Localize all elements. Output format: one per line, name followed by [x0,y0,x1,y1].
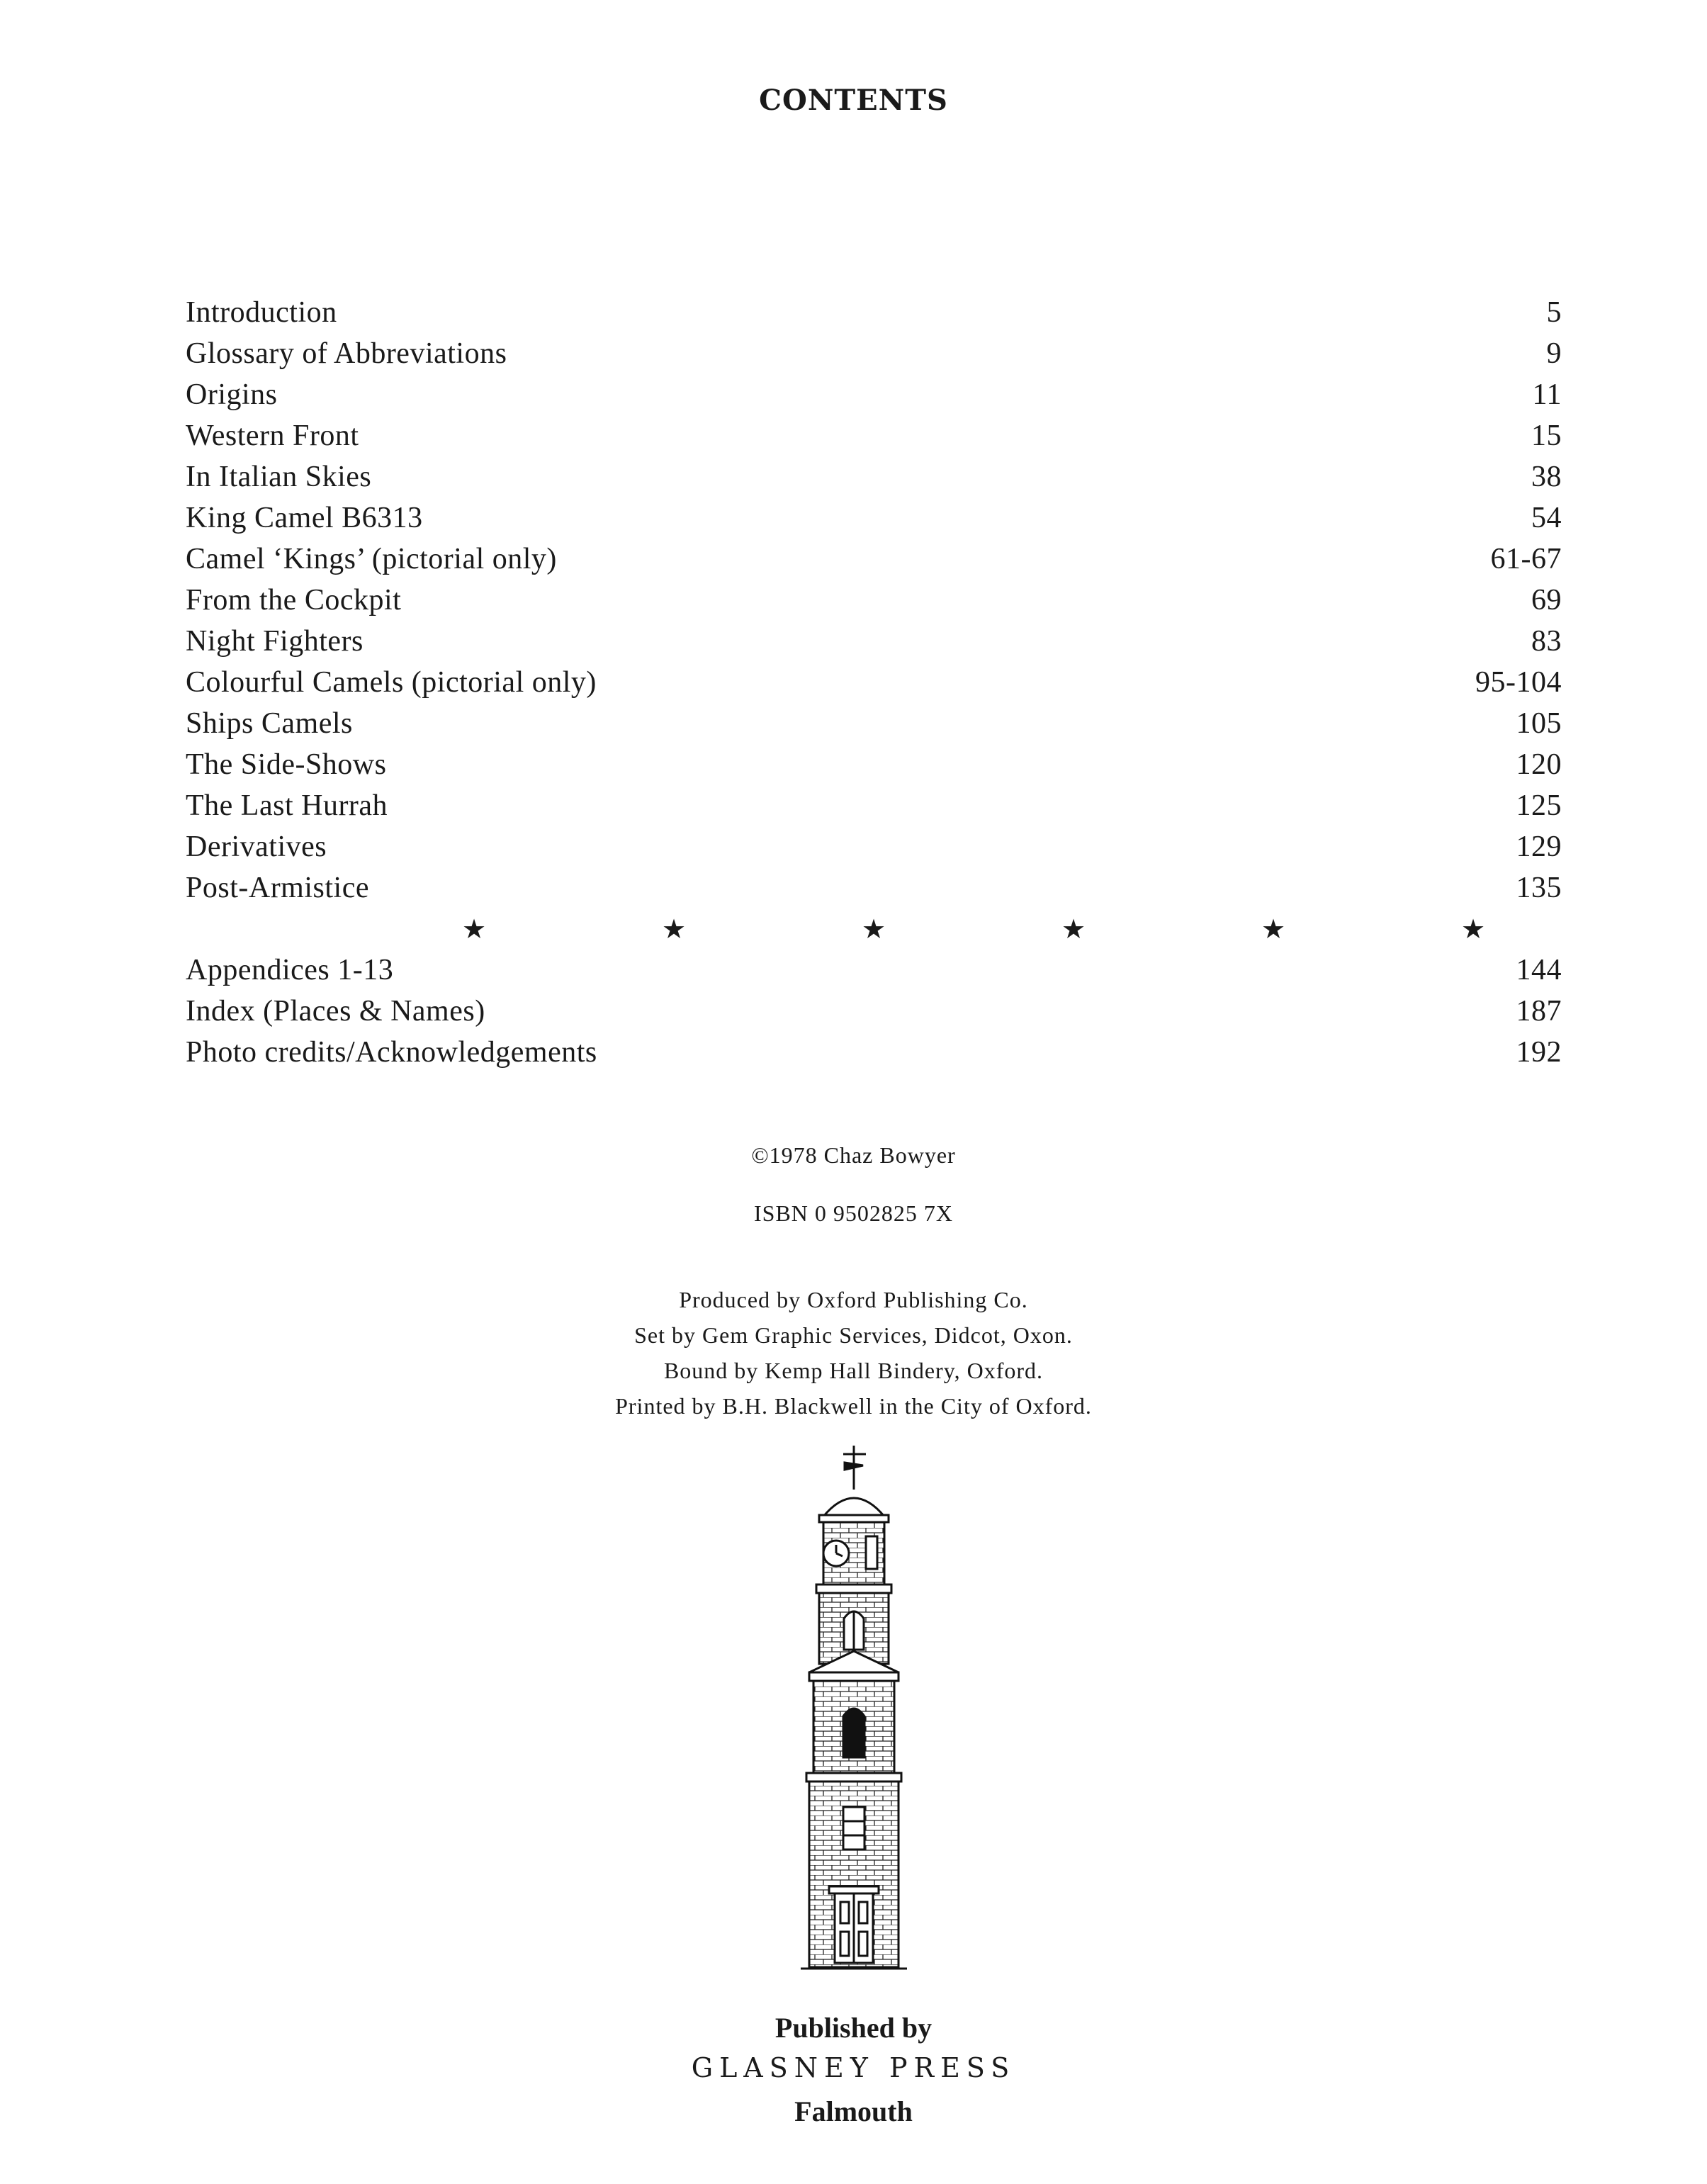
star-icon: ★ [462,915,487,945]
toc-row [186,991,1562,1032]
publisher-name: GLASNEY PRESS [691,2052,1016,2083]
star-icon: ★ [1461,915,1486,945]
toc-row [186,497,1562,539]
toc-entry-title: Introduction [186,296,337,329]
toc-row [186,950,1562,991]
toc-row [186,1032,1562,1073]
toc-entry-title: Appendices 1-13 [186,954,394,986]
toc-entry-title: Photo credits/Acknowledgements [186,1036,597,1069]
copyright-line: ©1978 Chaz Bowyer [751,1142,956,1168]
production-line: Produced by Oxford Publishing Co. [679,1287,1028,1312]
production-line: Printed by B.H. Blackwell in the City of Oxford. [615,1393,1092,1419]
toc-entry-title: Post-Armistice [186,872,369,904]
star-icon: ★ [662,915,687,945]
toc-entry-page: 9 [1546,337,1562,370]
toc-entry-title: The Side-Shows [186,748,387,781]
toc-entry-page: 105 [1516,707,1562,740]
appendix-list [186,950,1562,1073]
toc-entry-title: Colourful Camels (pictorial only) [186,666,597,699]
toc-row [186,415,1562,456]
toc-row [186,580,1562,621]
toc-row [186,539,1562,580]
toc-entry-page: 120 [1516,748,1562,781]
toc-entry-page: 129 [1516,831,1562,863]
toc-entry-page: 15 [1531,420,1562,452]
toc-entry-page: 61-67 [1490,543,1562,575]
toc-entry-title: Origins [186,378,278,411]
toc-entry-title: Camel ‘Kings’ (pictorial only) [186,543,557,575]
star-icon: ★ [1261,915,1286,945]
toc-entry-page: 11 [1532,378,1562,411]
toc-entry-title: Glossary of Abbreviations [186,337,507,370]
toc-entry-title: Western Front [186,420,359,452]
clock-tower-icon [772,1439,935,1977]
toc-entry-page: 192 [1516,1036,1562,1069]
toc-entry-page: 95-104 [1475,666,1562,699]
toc-row [186,621,1562,662]
contents-list [186,292,1562,908]
toc-entry-page: 187 [1516,995,1562,1028]
toc-row [186,456,1562,497]
toc-entry-page: 54 [1531,502,1562,534]
toc-entry-page: 135 [1516,872,1562,904]
toc-entry-title: Derivatives [186,831,327,863]
star-icon: ★ [862,915,886,945]
toc-entry-title: From the Cockpit [186,584,402,617]
toc-row [186,703,1562,744]
toc-entry-page: 144 [1516,954,1562,986]
toc-row [186,826,1562,867]
page-title: CONTENTS [759,84,948,117]
toc-entry-page: 5 [1546,296,1562,329]
toc-row [186,662,1562,703]
toc-entry-title: In Italian Skies [186,461,372,493]
toc-row [186,785,1562,826]
star-icon: ★ [1061,915,1086,945]
toc-entry-title: The Last Hurrah [186,789,388,822]
toc-row [186,744,1562,785]
toc-row [186,333,1562,374]
production-line: Bound by Kemp Hall Bindery, Oxford. [663,1358,1044,1383]
toc-row [186,292,1562,333]
star-separator [186,908,1562,951]
production-line: Set by Gem Graphic Services, Didcot, Oxon. [634,1322,1073,1348]
toc-entry-page: 83 [1531,625,1562,658]
publisher-place: Falmouth [794,2095,913,2127]
toc-entry-page: 69 [1531,584,1562,617]
toc-entry-title: Index (Places & Names) [186,995,485,1028]
toc-entry-page: 38 [1531,461,1562,493]
toc-entry-page: 125 [1516,789,1562,822]
toc-row [186,867,1562,908]
isbn-line: ISBN 0 9502825 7X [753,1200,953,1226]
publisher-label: Published by [774,2012,933,2044]
toc-row [186,374,1562,415]
toc-entry-title: King Camel B6313 [186,502,423,534]
toc-entry-title: Night Fighters [186,625,364,658]
toc-entry-title: Ships Camels [186,707,353,740]
